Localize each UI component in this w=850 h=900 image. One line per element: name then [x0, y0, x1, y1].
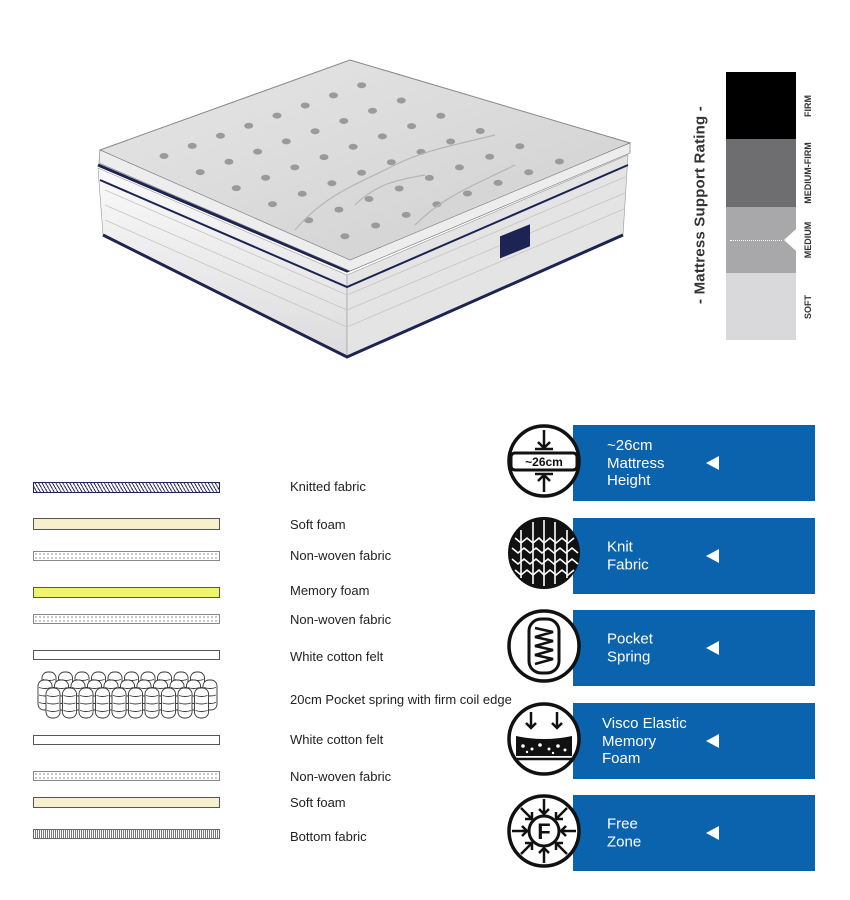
spring-coil [178, 688, 192, 718]
svg-text:~26cm: ~26cm [525, 455, 563, 469]
free-zone-icon [507, 794, 581, 868]
mattress-tuft [397, 98, 406, 104]
mattress-tuft [407, 123, 416, 129]
mattress-tuft [253, 149, 262, 155]
layer-bar-non-woven-1 [33, 551, 220, 561]
mattress-tuft [298, 191, 307, 197]
feature-text: Visco Elastic Memory Foam [602, 714, 687, 767]
mattress-tuft [446, 139, 455, 145]
mattress-tuft [216, 133, 225, 139]
spring-coil [46, 688, 60, 718]
mattress-tuft [224, 159, 233, 165]
layer-label: Soft foam [290, 517, 346, 532]
spring-coil [79, 688, 93, 718]
layer-bar-non-woven-2 [33, 614, 220, 624]
mattress-tuft [357, 170, 366, 176]
mattress-tuft [463, 191, 472, 197]
layer-pocket-springs [36, 668, 218, 724]
mattress-height-icon [507, 424, 581, 498]
mattress-tuft [261, 175, 270, 181]
svg-text:F: F [537, 819, 551, 844]
mattress-tuft [320, 154, 329, 160]
spring-coil [195, 688, 209, 718]
rating-label-medium: MEDIUM [803, 221, 813, 259]
rating-firm-swatch [726, 72, 796, 139]
mattress-tuft [555, 159, 564, 165]
mattress-tuft [425, 175, 434, 181]
mattress-tuft [524, 169, 533, 175]
rating-medium-swatch [726, 207, 796, 273]
mattress-tuft [349, 144, 358, 150]
mattress-tuft [282, 138, 291, 144]
mattress-tuft [436, 113, 445, 119]
mattress-tuft [395, 186, 404, 192]
memory-foam-icon [507, 702, 581, 776]
mattress-tuft [340, 233, 349, 239]
mattress-tuft [329, 92, 338, 98]
pocket-spring-icon [507, 609, 581, 683]
spring-coil [162, 688, 176, 718]
layer-label: Soft foam [290, 795, 346, 810]
mattress-tuft [290, 164, 299, 170]
layer-bar-cotton-felt-1 [33, 650, 220, 660]
mattress-tuft [368, 108, 377, 114]
knit-fabric-icon [507, 516, 581, 590]
feature-text: ~26cm Mattress Height [607, 436, 665, 489]
spring-coil [63, 688, 77, 718]
layer-label: White cotton felt [290, 649, 384, 664]
mattress-tuft [160, 153, 169, 159]
rating-soft-swatch [726, 273, 796, 340]
mattress-tuft [387, 159, 396, 165]
mattress-tuft [334, 207, 343, 213]
mattress-tuft [365, 196, 374, 202]
mattress-tuft [485, 154, 494, 160]
support-rating-title: - Mattress Support Rating - [691, 106, 709, 304]
rating-marker-line [730, 240, 782, 241]
feature-text: Knit Fabric [607, 538, 649, 573]
layer-bar-bottom-fabric [33, 829, 220, 839]
mattress-tuft [494, 180, 503, 186]
feature-text: Pocket Spring [607, 630, 653, 665]
mattress-tuft [232, 185, 241, 191]
layer-label: Knitted fabric [290, 479, 366, 494]
mattress-tuft [378, 133, 387, 139]
layer-bar-non-woven-3 [33, 771, 220, 781]
spring-coil [96, 688, 110, 718]
layer-bar-knitted-fabric [33, 482, 220, 493]
rating-label-firm: FIRM [803, 94, 813, 117]
rating-label-medium-firm: MEDIUM-FIRM [803, 142, 813, 204]
mattress-tuft [476, 128, 485, 134]
mattress-tuft [371, 223, 380, 229]
mattress-image [95, 55, 640, 365]
layer-label: Non-woven fabric [290, 769, 392, 784]
mattress-tuft [515, 143, 524, 149]
mattress-tuft [196, 169, 205, 175]
mattress-tuft [327, 180, 336, 186]
layer-bar-cotton-felt-2 [33, 735, 220, 745]
arrow-left-icon [706, 826, 719, 840]
spring-coil [129, 688, 143, 718]
mattress-tuft [273, 113, 282, 119]
mattress-tuft [244, 123, 253, 129]
layer-bar-soft-foam-bottom [33, 797, 220, 808]
rating-label-soft: SOFT [803, 294, 813, 319]
spring-coil [112, 688, 126, 718]
feature-bar-pocket-spring [573, 610, 815, 686]
feature-bar-memory-foam [573, 703, 815, 779]
arrow-left-icon [706, 734, 719, 748]
mattress-tuft [402, 212, 411, 218]
feature-bar-height [573, 425, 815, 501]
layer-bar-memory-foam [33, 587, 220, 598]
rating-medium-firm-swatch [726, 139, 796, 207]
layer-label: Non-woven fabric [290, 612, 392, 627]
layer-label: Non-woven fabric [290, 548, 392, 563]
spring-coil [145, 688, 159, 718]
mattress-tuft [311, 128, 320, 134]
layer-label: Memory foam [290, 583, 370, 598]
feature-text: Free Zone [607, 815, 642, 850]
feature-bar-knit-fabric [573, 518, 815, 594]
arrow-left-icon [706, 641, 719, 655]
mattress-tuft [268, 201, 277, 207]
mattress-tuft [301, 103, 310, 109]
mattress-tuft [188, 143, 197, 149]
layer-bar-soft-foam-top [33, 518, 220, 530]
layer-label: Bottom fabric [290, 829, 367, 844]
arrow-left-icon [706, 456, 719, 470]
feature-bar-free-zone [573, 795, 815, 871]
mattress-tuft [339, 118, 348, 124]
arrow-left-icon [706, 549, 719, 563]
mattress-tuft [455, 164, 464, 170]
layer-label: 20cm Pocket spring with firm coil edge [290, 692, 512, 707]
layer-label: White cotton felt [290, 732, 384, 747]
rating-pointer-icon [784, 229, 796, 251]
mattress-tuft [357, 82, 366, 88]
